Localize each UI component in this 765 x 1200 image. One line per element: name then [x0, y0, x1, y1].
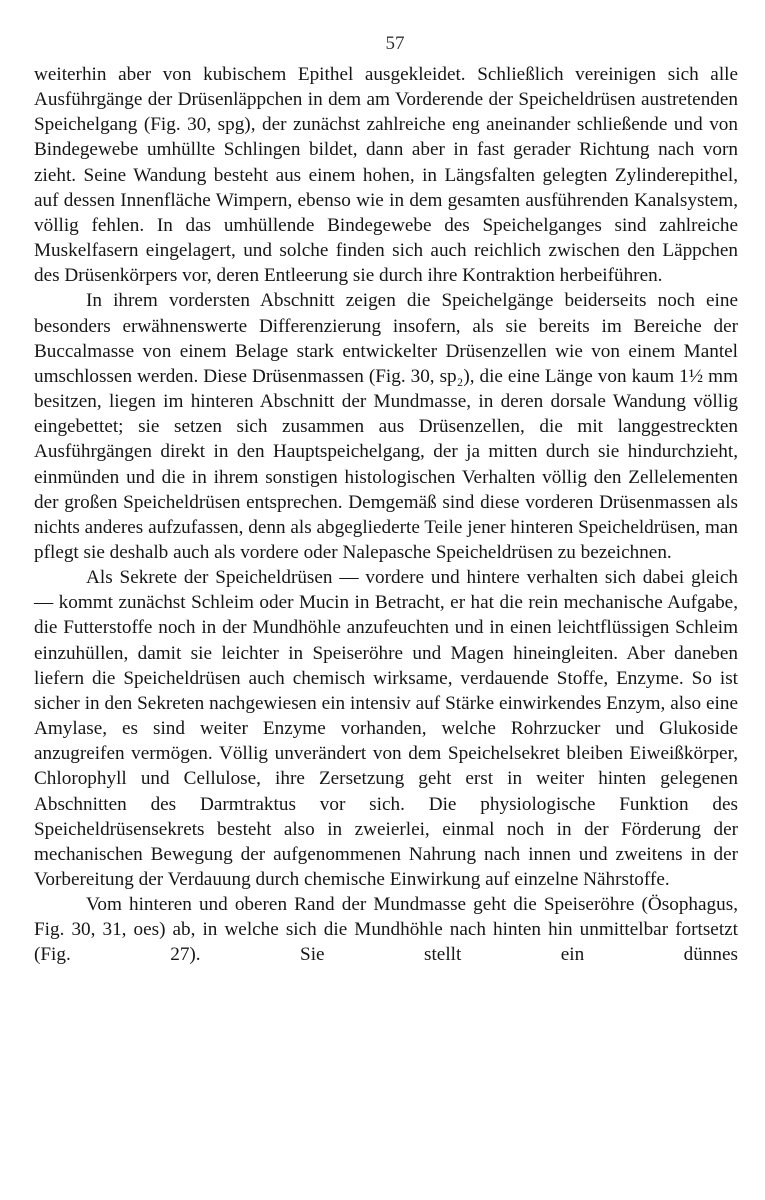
paragraph-1: weiterhin aber von kubischem Epithel ausgekleidet. Schließlich vereinigen sich alle Ausführgänge der Drüsenläppchen in dem am Vorderende der Speicheldrüsen austretenden Speichelgang (Fig. 30, spg), der zunächst zahlreiche eng aneinander schließende und von Bindegewebe umhüllte Schlingen bildet, dann aber in fast gerader Richtung nach vorn zieht. Seine Wandung besteht aus einem hohen, in Längsfalten gelegten Zylinderepithel, auf dessen Innenfläche Wimpern, ebenso wie in dem gesamten ausführenden Kanalsystem, völlig fehlen. In das umhüllende Bindegewebe des Speichelganges sind zahlreiche Muskelfasern eingelagert, und solche finden sich auch reichlich zwischen den Läppchen des Drüsenkörpers vor, deren Entleerung sie durch ihre Kontraktion herbeiführen.: [34, 64, 738, 287]
page-number: 57: [385, 33, 405, 54]
paragraph-4: Vom hinteren und oberen Rand der Mundmasse geht die Speiseröhre (Ösophagus, Fig. 30, 31, oes) ab, in welche sich die Mundhöhle nach hinten hin unmittelbar fortsetzt (Fig. 27). Sie stellt ein dünnes: [34, 894, 738, 966]
document-page: [34, 32, 738, 968]
paragraph-2: In ihrem vordersten Abschnitt zeigen die Speichelgänge beiderseits noch eine besonders erwähnenswerte Differenzierung insofern, als sie bereits im Bereiche der Buccalmasse von einem Belage stark entwickelter Drüsenzellen wie von einem Mantel umschlossen werden. Diese Drüsenmassen (Fig. 30, sp₂), die eine Länge von kaum 1½ mm besitzen, liegen im hinteren Abschnitt der Mundmasse, in deren dorsale Wandung völlig eingebettet; sie setzen sich zusammen aus Drüsenzellen, die mit langgestreckten Ausführgängen direkt in den Hauptspeichelgang, der ja mitten durch sie hindurchzieht, einmünden und die in ihrem sonstigen histologischen Verhalten völlig den Zellelementen der großen Speicheldrüsen entsprechen. Demgemäß sind diese vorderen Drüsenmassen als nichts anderes aufzufassen, denn als abgegliederte Teile jener hinteren Speicheldrüsen, man pflegt sie deshalb auch als vordere oder Nalepasche Speicheldrüsen zu bezeichnen.: [34, 290, 738, 563]
paragraph-3: Als Sekrete der Speicheldrüsen — vordere und hintere verhalten sich dabei gleich — kommt zunächst Schleim oder Mucin in Betracht, er hat die rein mechanische Aufgabe, die Futterstoffe noch in der Mundhöhle anzufeuchten und in einen leichtflüssigen Schleim einzuhüllen, damit sie leichter in Speiseröhre und Magen hineingleiten. Aber daneben liefern die Speicheldrüsen auch chemisch wirksame, verdauende Stoffe, Enzyme. So ist sicher in den Sekreten nachgewiesen ein intensiv auf Stärke einwirkendes Enzym, also eine Amylase, es sind weiter Enzyme vorhanden, welche Rohrzucker und Glukoside anzugreifen vermögen. Völlig unverändert von dem Speichelsekret bleiben Eiweißkörper, Chlorophyll und Cellulose, ihre Zersetzung geht erst in weiter hinten gelegenen Abschnitten des Darmtraktus vor sich. Die physiologische Funktion des Speicheldrüsensekrets besteht also in zweierlei, einmal noch in der Förderung der mechanischen Bewegung der aufgenommenen Nahrung nach innen und zweitens in der Vorbereitung der Verdauung durch chemische Einwirkung auf einzelne Nährstoffe.: [34, 567, 738, 890]
